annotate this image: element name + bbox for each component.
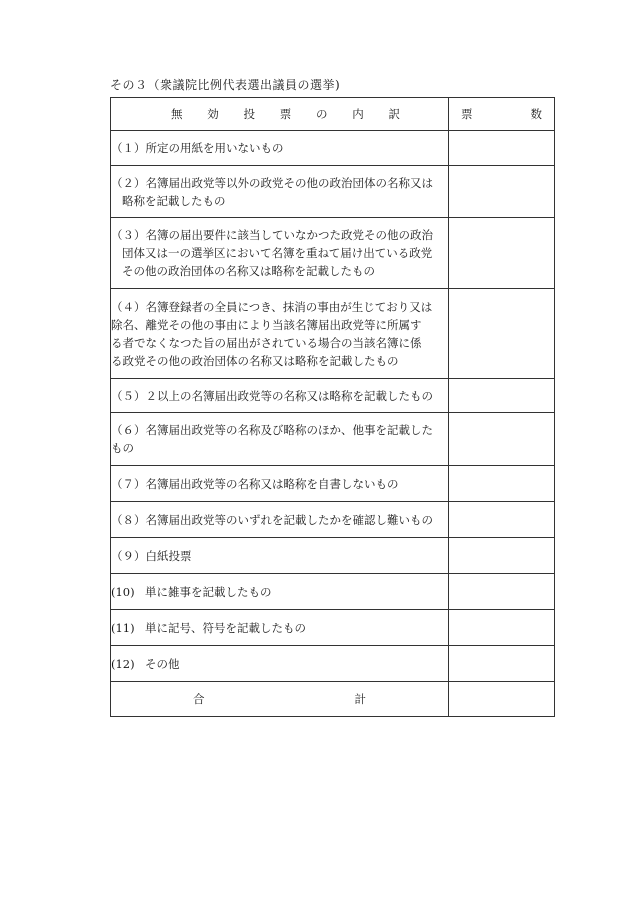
table-row (111, 218, 555, 289)
row-number: （１） (111, 141, 146, 155)
vote-count-cell[interactable] (449, 379, 555, 413)
row-text: ２以上の名簿届出政党等の名称又は略称を記載したもの (145, 388, 433, 403)
row-text: 単に記号、符号を記載したもの (145, 620, 306, 635)
header-char: 票 (279, 107, 292, 121)
vote-count-cell[interactable] (449, 289, 555, 379)
row-description (111, 379, 449, 413)
invalid-votes-table (110, 97, 555, 717)
vote-count-cell[interactable] (449, 218, 555, 289)
row-text: その他 (145, 656, 180, 671)
row-text: 名簿届出政党等のいずれを記載したかを確認し難いもの (145, 512, 433, 527)
row-number: （６） (111, 423, 146, 437)
row-text: 単に雑事を記載したもの (145, 584, 272, 599)
vote-count-cell[interactable] (449, 131, 555, 166)
table-caption: その３（衆議院比例代表選出議員の選挙) (110, 78, 341, 92)
header-char: 投 (243, 107, 255, 121)
row-text: る者でなくなつた旨の届出がされている場合の当該名簿に係 (111, 335, 422, 350)
total-count-cell[interactable] (449, 682, 555, 717)
table-header-row (111, 98, 555, 131)
vote-count-cell[interactable] (449, 166, 555, 218)
row-description (111, 538, 449, 574)
row-description (111, 131, 449, 166)
header-char: 無 (171, 107, 183, 121)
row-description (111, 466, 449, 502)
table-row (111, 574, 555, 610)
row-text: る政党その他の政治団体の名称又は略称を記載したもの (111, 353, 399, 368)
table-row (111, 289, 555, 379)
vote-count-cell[interactable] (449, 466, 555, 502)
table-row (111, 646, 555, 682)
row-description (111, 413, 449, 466)
row-description (111, 166, 449, 218)
total-char: 計 (354, 692, 366, 706)
row-number: （９） (111, 548, 146, 563)
row-text: 所定の用紙を用いないもの (145, 141, 284, 155)
header-char: 票 (461, 107, 473, 121)
row-text: 名簿登録者の全員につき、抹消の事由が生じており又は (145, 299, 433, 314)
header-char: 内 (352, 107, 364, 121)
row-number: （５） (111, 388, 146, 403)
row-number: （４） (111, 299, 146, 314)
header-char: 効 (207, 107, 219, 121)
row-description (111, 289, 449, 379)
vote-count-cell[interactable] (449, 502, 555, 538)
table-row (111, 379, 555, 413)
vote-count-cell[interactable] (449, 610, 555, 646)
vote-count-cell[interactable] (449, 574, 555, 610)
vote-count-cell[interactable] (449, 538, 555, 574)
vote-count-cell[interactable] (449, 413, 555, 466)
table-row (111, 166, 555, 218)
row-number: （８） (111, 512, 146, 527)
row-description (111, 646, 449, 682)
row-text: その他の政治団体の名称又は略称を記載したもの (122, 264, 375, 278)
table-row (111, 610, 555, 646)
header-breakdown (111, 98, 449, 131)
vote-count-cell[interactable] (449, 646, 555, 682)
total-char: 合 (193, 692, 205, 706)
row-text: 名簿届出政党等の名称及び略称のほか、他事を記載した (145, 423, 433, 437)
row-number: (11) (111, 620, 135, 635)
row-number: （７） (111, 476, 146, 491)
table-row (111, 538, 555, 574)
row-description (111, 610, 449, 646)
header-vote-count (449, 98, 555, 131)
row-number: （３） (111, 228, 146, 242)
row-text: 略称を記載したもの (122, 193, 226, 208)
row-text: 名簿届出政党等以外の政党その他の政治団体の名称又は (145, 175, 433, 190)
row-number: （２） (111, 175, 146, 190)
table-row (111, 466, 555, 502)
header-char: 訳 (388, 107, 400, 121)
row-number: (12) (111, 656, 135, 671)
row-text: 白紙投票 (145, 548, 192, 563)
header-char: 数 (530, 107, 542, 121)
row-description (111, 574, 449, 610)
row-text: 名簿届出政党等の名称又は略称を自書しないもの (145, 476, 399, 491)
row-text: 名簿の届出要件に該当していなかつた政党その他の政治 (145, 228, 433, 242)
total-row (111, 682, 555, 717)
row-description (111, 502, 449, 538)
row-text: 除名、離党その他の事由により当該名簿届出政党等に所属す (111, 317, 422, 332)
total-label (111, 682, 449, 717)
table-row (111, 502, 555, 538)
row-text: 団体又は一の選挙区において名簿を重ねて届け出ている政党 (122, 246, 433, 260)
header-char: の (316, 107, 328, 121)
table-row (111, 131, 555, 166)
row-description (111, 218, 449, 289)
row-text: もの (111, 441, 134, 455)
table-row (111, 413, 555, 466)
row-number: (10) (111, 584, 135, 599)
